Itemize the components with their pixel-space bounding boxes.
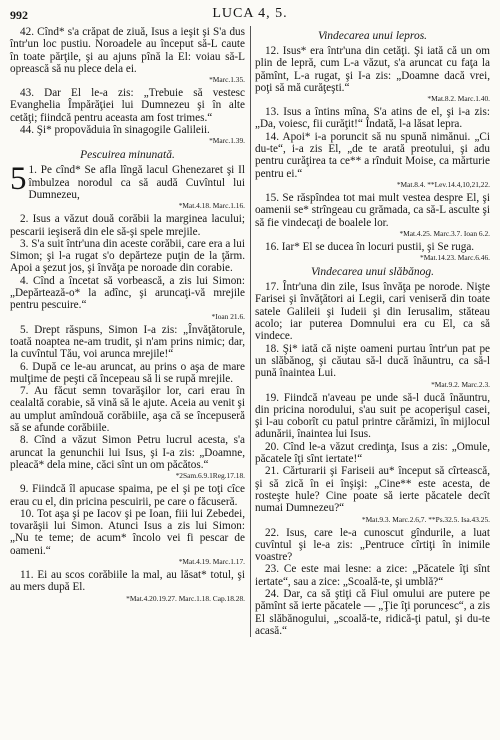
chapter-first-verse [29, 164, 246, 213]
verse: 17. Într'una din zile, Isus învăţa pe norode. Nişte Farisei şi învăţători ai Legii, cari veniseră din toate satele Galileii şi Iudeii şi din Ierusalim, stăteau acolo; iar puterea Domnului era cu El, ca să vindece. [255, 281, 490, 343]
cross-reference: *Mat.8.4. **Lev.14.4,10,21,22. [396, 179, 490, 189]
verse: 42. Cînd* s'a crăpat de ziuă, Isus a ieşit şi S'a dus într'un loc pustiu. Noroadele au început să-L caute în toate părţile, şi au ajuns pînă la El: voiau să-L oprească să nu plece dela ei. [10, 26, 245, 75]
left-column [10, 26, 245, 637]
right-column [255, 26, 490, 637]
verse: 10. Tot aşa şi pe Iacov şi pe Ioan, fiii lui Zebedei, tovarăşii lui Simon. Atunci Isus a zis lui Simon: „Nu te teme; de acum* încolo vei fi pescar de oameni.“ [10, 507, 245, 557]
page-header [10, 6, 490, 24]
chapter-start [10, 161, 245, 213]
cross-reference: *Ioan 21.6. [211, 311, 245, 321]
section-title-slabanog: Vindecarea unui slăbănog. [311, 266, 434, 279]
cross-reference: *Mat.14.23. Marc.6.46. [420, 253, 490, 263]
verse: 5. Drept răspuns, Simon I-a zis: „Învăţătorule, toată noaptea ne-am trudit, şi n'am prins nimic; dar, la cuvîntul Tău, voi arunca mrejile!“ [10, 323, 245, 361]
verse: 11. Ei au scos corăbiile la mal, au lăsat* totul, şi au mers după El. [10, 568, 245, 594]
verse: 18. Şi* iată că nişte oameni purtau într'un pat pe un slăbănog, şi căutau să-l ducă înăuntru, ca să-l pună înaintea Lui. [255, 342, 490, 380]
verse: 12. Isus* era într'una din cetăţi. Şi iată că un om plin de lepră, cum L-a văzut, s'a aruncat cu faţa la pămînt, L-a rugat, şi I-a zis: „Doamne dacă vrei, poţi să mă curăţeşti.“ [255, 45, 490, 94]
section-title-pescuirea: Pescuirea minunată. [80, 149, 175, 162]
right-verses-a [255, 45, 490, 262]
page-number: 992 [10, 8, 28, 22]
chapter-number-dropcap: 5 [10, 161, 27, 198]
verse: 19. Fiindcă n'aveau pe unde să-l ducă înăuntru, din pricina norodului, s'au suit pe acoperişul casei, şi l-au coborît cu patul printre cărămizi, în mijlocul adunării, înaintea lui Isus. [255, 391, 490, 441]
verse: 13. Isus a întins mîna, S'a atins de el, şi i-a zis: „Da, voiesc, fii curăţit!“ Îndată, l-a lăsat lepra. [255, 106, 490, 131]
verse: 44. Şi* propovăduia în sinagogile Galileii. [20, 124, 210, 137]
left-verses-b [10, 213, 245, 602]
verse: 9. Fiindcă îl apucase spaima, pe el şi pe toţi cîce erau cu el, din pricina pescuirii, pe care o făcuseră. [10, 483, 245, 508]
column-divider [250, 26, 251, 637]
verse: 15. Se răspîndea tot mai mult vestea despre El, şi oamenii se* strîngeau cu grămada, ca să-L asculte şi să fie vindecaţi de boalele lor. [255, 191, 490, 229]
cross-reference: *Mat.9.3. Marc.2.6,7. **Ps.32.5. Isa.43.25. [361, 514, 490, 524]
verse: 20. Cînd le-a văzut credinţa, Isus a zis: „Omule, păcatele îţi sînt iertate!“ [255, 440, 490, 466]
cross-reference: *2Sam.6.9.1Reg.17.18. [175, 471, 245, 481]
cross-reference: *Mat.9.2. Marc.2.3. [431, 379, 490, 389]
verse: 23. Ce este mai lesne: a zice: „Păcatele îţi sînt iertate“, sau a zice: „Scoală-te, şi umblă?“ [255, 563, 490, 588]
two-column-body [10, 26, 490, 637]
cross-reference: *Mat.4.25. Marc.3.7. Ioan 6.2. [399, 228, 490, 238]
verse: 14. Apoi* i-a poruncit să nu spună nimănui. „Ci du-te“, i-a zis El, „de te arată preotului, şi adu pentru curăţirea ta ce** a rînduit Moise, ca mărturie pentru ei.“ [255, 130, 490, 180]
running-title: LUCA 4, 5. [212, 6, 288, 21]
cross-reference: *Marc.1.35. [209, 75, 245, 85]
verse: 43. Dar El le-a zis: „Trebuie să vestesc Evanghelia Împărăţiei lui Dumnezeu şi în alte cetăţi; fiindcă pentru aceasta am fost trimes.“ [10, 87, 245, 124]
left-verses-a [10, 26, 245, 145]
verse: 4. Cînd a încetat să vorbească, a zis lui Simon: „Depărtează-o* la adînc, şi aruncaţi-vă mrejile pentru pescuire.“ [10, 274, 245, 312]
verse: 7. Au făcut semn tovarăşilor lor, cari erau în cealaltă corabie, să vină să le ajute. Aceia au venit şi au umplut amîndouă corăbiile, aşa că se începuseră să se afunde corăbiile. [10, 385, 245, 435]
verse: 3. S'a suit într'una din aceste corăbii, care era a lui Simon; şi l-a rugat s'o depărteze puţin de la ţărm. Apoi a şezut jos, şi învăţa pe noroade din corabie. [10, 237, 245, 275]
cross-reference: *Mat.4.20.19.27. Marc.1.18. Cap.18.28. [126, 593, 245, 603]
cross-reference: *Mat.4.19. Marc.1.17. [178, 556, 245, 566]
section-title-lepros: Vindecarea unui lepros. [317, 30, 428, 42]
cross-reference: *Marc.1.39. [209, 136, 245, 146]
verse: 8. Cînd a văzut Simon Petru lucrul acesta, s'a aruncat la genunchii lui Isus, şi I-a zis: „Doamne, pleacă* dela mine, căci sînt un om păcătos.“ [10, 434, 245, 471]
verse: 2. Isus a văzut două corăbii la marginea lacului; pescarii ieşiseră din ele să-şi spele mrejile. [10, 213, 245, 238]
cross-reference: *Mat.4.18. Marc.1.16. [178, 201, 245, 211]
verse: 1. Pe cînd* Se afla lîngă lacul Ghenezaret şi Il îmbulzea norodul ca să audă Cuvîntul lui Dumnezeu, [28, 164, 245, 201]
verse: 24. Dar, ca să ştiţi că Fiul omului are putere pe pămînt să ierte păcatele — „Ţie îţi poruncesc“, a zis El slăbănogului, „scoală-te, ridică-ţi patul, şi du-te acasă.“ [255, 587, 490, 637]
verse: 6. După ce le-au aruncat, au prins o aşa de mare mulţime de peşti că începeau să li se rupă mrejile. [10, 360, 245, 385]
right-verses-b [255, 281, 490, 637]
verse: 21. Cărturarii şi Fariseii au* început să cîrtească, şi să zică în ei înşişi: „Cine** este acesta, de rosteşte hule? Cine poate să ierte păcatele decît numai Dumnezeu?“ [255, 465, 490, 515]
cross-reference: *Mat.8.2. Marc.1.40. [427, 94, 490, 104]
verse: 16. Iar* El se ducea în locuri pustii, şi Se ruga. [265, 240, 475, 253]
verse: 22. Isus, care le-a cunoscut gîndurile, a luat cuvîntul şi le-a zis: „Pentruce cîrtiţi în inimile voastre? [255, 526, 490, 564]
